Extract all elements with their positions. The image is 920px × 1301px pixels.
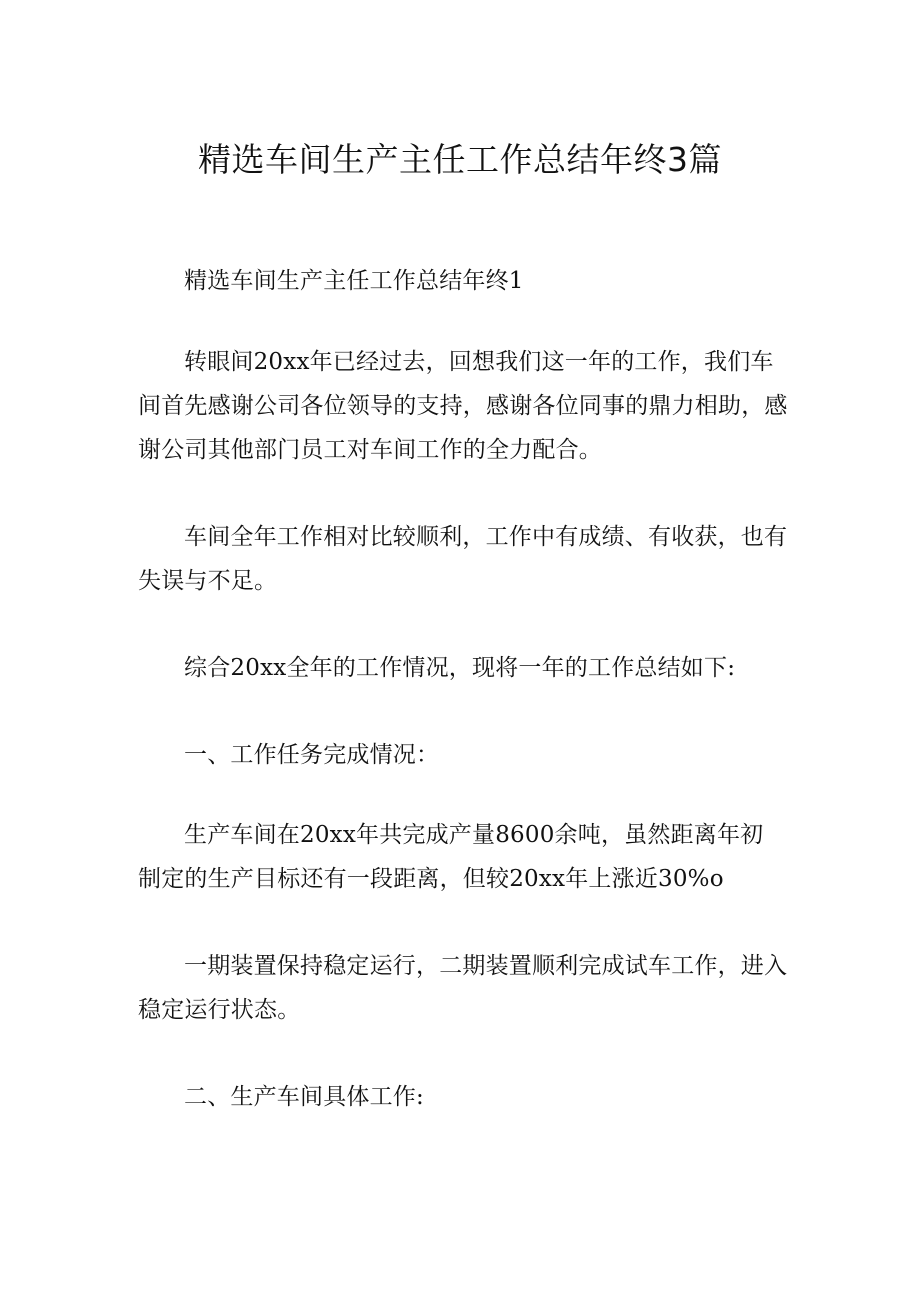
paragraph-line: 综合20xx全年的工作情况，现将一年的工作总结如下: [184,655,736,681]
paragraph-intro [138,340,788,472]
paragraph-line: 转眼间20xx年已经过去，回想我们这一年的工作，我们车 [184,349,774,375]
paragraph-summary [138,515,788,603]
paragraph-line: 车间全年工作相对比较顺利，工作中有成绩、有收获，也有 [184,524,788,550]
paragraph-line: 失误与不足。 [138,568,278,594]
paragraph-line: 稳定运行状态。 [138,997,301,1023]
section-heading-task [138,733,788,777]
paragraph-line: 间首先感谢公司各位领导的支持，感谢各位同事的鼎力相助，感 [138,393,788,419]
document-title: 精选车间生产主任工作总结年终3篇 [198,140,722,180]
section-title: 精选车间生产主任工作总结年终1 [184,268,524,294]
paragraph-line: 制定的生产目标还有一段距离，但较20xx年上涨近30%o [138,866,724,892]
paragraph-line: 一期装置保持稳定运行，二期装置顺利完成试车工作，进入 [184,953,788,979]
paragraph-line: 二、生产车间具体工作: [184,1084,424,1110]
paragraph-equipment [138,944,788,1032]
paragraph-line: 一、工作任务完成情况： [184,742,440,768]
section-heading-workshop [138,1075,788,1119]
paragraph-line: 生产车间在20xx年共完成产量8600余吨，虽然距离年初 [184,822,764,848]
paragraph-line: 谢公司其他部门员工对车间工作的全力配合。 [138,437,602,463]
paragraph-output [138,813,788,901]
paragraph-overview [138,646,788,690]
